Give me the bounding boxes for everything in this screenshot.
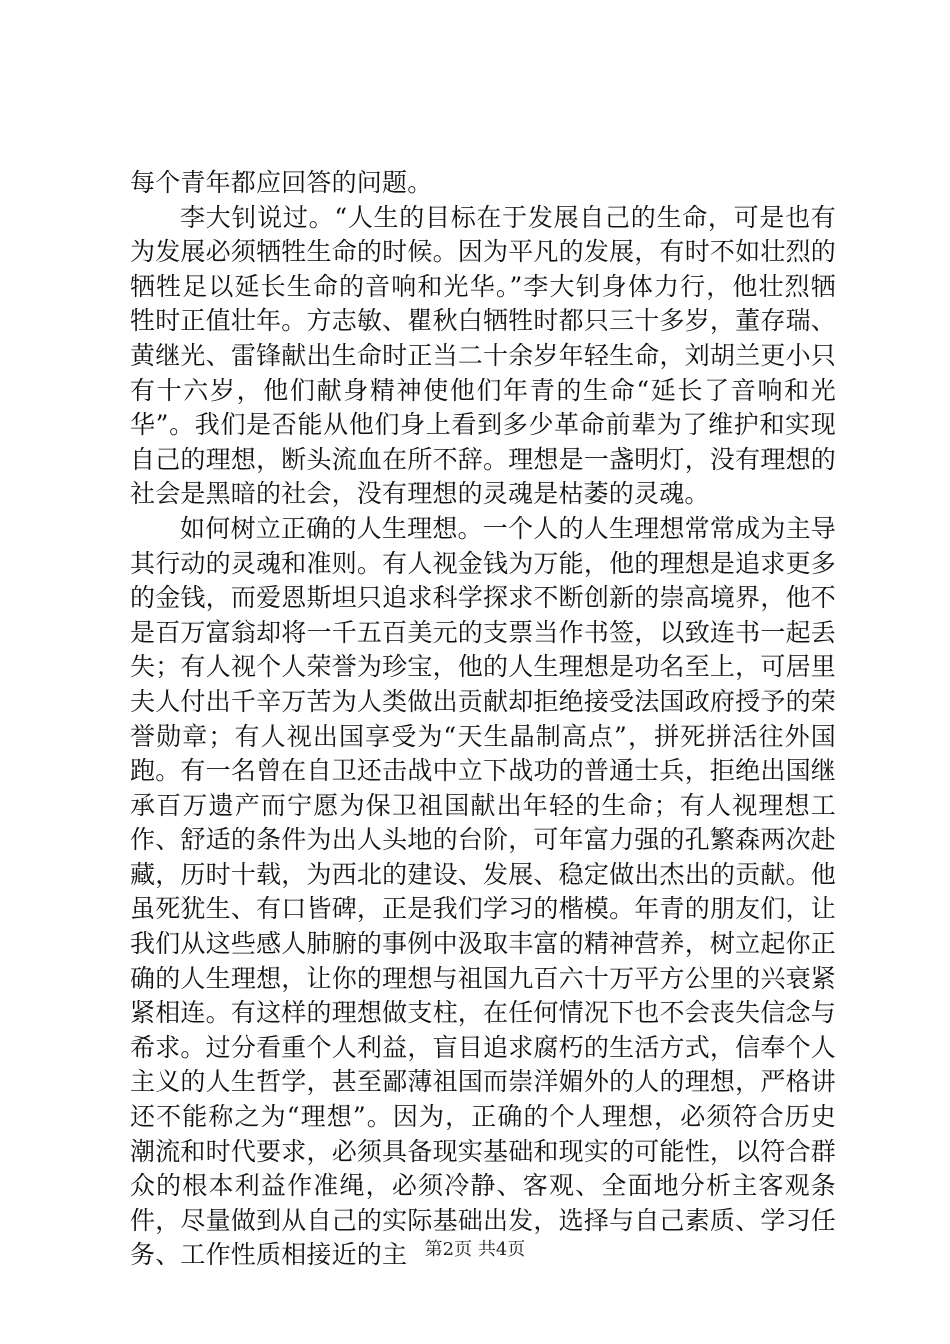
paragraph-3: 如何树立正确的人生理想。一个人的人生理想常常成为主导其行动的灵魂和准则。有人视金钱为万能，他的理想是追求更多的金钱，而爱恩斯坦只追求科学探求不断创新的崇高境界，他不是百万富翁却将一千五百美元的支票当作书签，以致连书一起丢失；有人视个人荣誉为珍宝，他的人生理想是功名至上，可居里夫人付出千辛万苦为人类做出贡献却拒绝接受法国政府授予的荣誉勋章；有人视出国享受为“天生晶制高点”，拼死拼活往外国跑。有一名曾在自卫还击战中立下战功的普通士兵，拒绝出国继承百万遗产而宁愿为保卫祖国献出年轻的生命；有人视理想工作、舒适的条件为出人头地的台阶，可年富力强的孔繁森两次赴藏，历时十载，为西北的建设、发展、稳定做出杰出的贡献。他虽死犹生、有口皆碑，正是我们学习的楷模。年青的朋友们，让我们从这些感人肺腑的事例中汲取丰富的精神营养，树立起你正确的人生理想，让你的理想与祖国九百六十万平方公里的兴衰紧紧相连。有这样的理想做支柱，在任何情况下也不会丧失信念与希求。过分看重个人利益，盲目追求腐朽的生活方式，信奉个人主义的人生哲学，甚至鄙薄祖国而崇洋媚外的人的理想，严格讲还不能称之为“理想”。因为，正确的个人理想，必须符合历史潮流和时代要求，必须具备现实基础和现实的可能性，以符合群众的根本利益作准绳，必须冷静、客观、全面地分析主客观条件，尽量做到从自己的实际基础出发，选择与自己素质、学习任务、工作性质相接近的主	[130, 513, 836, 1270]
paragraph-1: 每个青年都应回答的问题。	[130, 168, 433, 197]
paragraph-2: 李大钊说过。“人生的目标在于发展自己的生命，可是也有为发展必须牺牲生命的时候。因为平凡的发展，有时不如壮烈的牺牲足以延长生命的音响和光华。”李大钊身体力行，他壮烈牺牲时正值壮年。方志敏、瞿秋白牺牲时都只三十多岁，董存瑞、黄继光、雷锋献出生命时正当二十余岁年轻生命，刘胡兰更小只有十六岁，他们献身精神使他们年青的生命“延长了音响和光华”。我们是否能从他们身上看到多少革命前辈为了维护和实现自己的理想，断头流血在所不辞。理想是一盏明灯，没有理想的社会是黑暗的社会，没有理想的灵魂是枯萎的灵魂。	[130, 202, 836, 509]
page-number-footer: 第2页 共4页	[424, 1239, 526, 1260]
body-text	[130, 166, 836, 1273]
